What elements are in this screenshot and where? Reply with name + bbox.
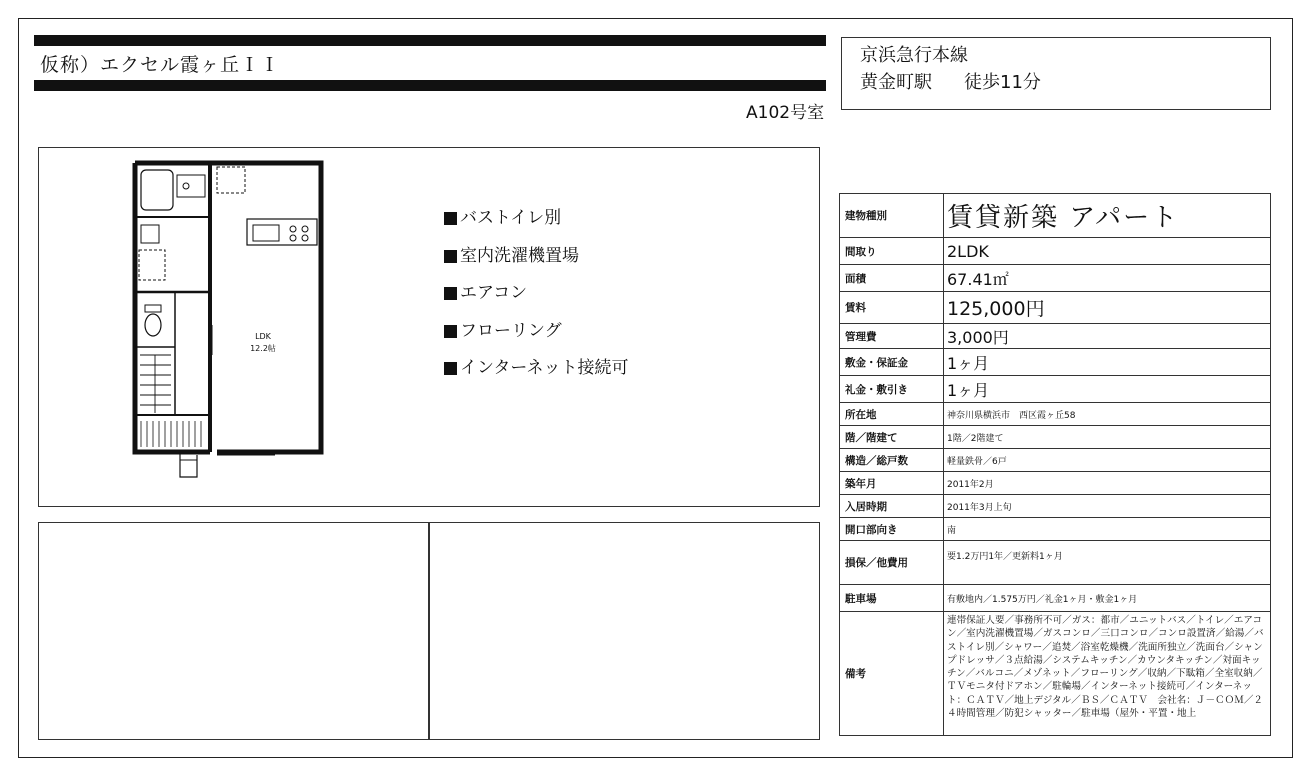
photo-box-left [38, 522, 430, 740]
spec-row: 損保／他費用 要1.2万円1年／更新料1ヶ月 [840, 541, 1271, 585]
spec-row: 間取り 2LDK [840, 238, 1271, 265]
spec-row: 面積 67.41㎡ [840, 265, 1271, 292]
ldk-label: LDK [255, 332, 271, 341]
spec-row: 所在地 神奈川県横浜市 西区霞ヶ丘58 [840, 403, 1271, 426]
spec-row: 駐車場 有敷地内／1.575万円／礼金1ヶ月・敷金1ヶ月 [840, 585, 1271, 612]
bullet-square-icon [444, 250, 457, 263]
property-title: 仮称）エクセル霞ヶ丘ＩＩ [40, 54, 281, 76]
ldk-size: 12.2帖 [250, 344, 276, 353]
spec-row: 開口部向き 南 [840, 518, 1271, 541]
bullet-square-icon [444, 362, 457, 375]
spec-row: 建物種別 賃貸新築 アパート [840, 194, 1271, 238]
features-list [444, 200, 628, 388]
spec-row: 構造／総戸数 軽量鉄骨／6戸 [840, 449, 1271, 472]
title-bar-top [34, 35, 826, 46]
station-line: 京浜急行本線 [860, 45, 968, 66]
feature-item: フローリング [444, 313, 628, 351]
station-access [860, 69, 1270, 96]
spec-row: 礼金・敷引き 1ヶ月 [840, 376, 1271, 403]
spec-table [839, 193, 1271, 736]
feature-item: インターネット接続可 [444, 350, 628, 388]
spec-row: 入居時期 2011年3月上旬 [840, 495, 1271, 518]
spec-row: 階／階建て 1階／2階建て [840, 426, 1271, 449]
spec-row: 築年月 2011年2月 [840, 472, 1271, 495]
feature-item: 室内洗濯機置場 [444, 238, 628, 276]
spec-row: 備考 連帯保証人要／事務所不可／ガス：都市／ユニットバス／トイレ／エアコン／室内洗濯機置場／ガスコンロ／三口コンロ／コンロ設置済／給湯／バストイレ別／シャワー／追焚／浴室乾燥機／洗面所独立／洗面台／シャンプドレッサ／３点給湯／システムキッチン／カウンタキッチン／対面キッチン／バルコニ／メゾネット／フローリング／収納／下駄箱／全室収納／ＴＶモニタ付ドアホン／駐輪場／インターネット接続可／インターネット：ＣＡＴＶ／地上デジタル／ＢＳ／ＣＡＴＶ 会社名：Ｊ－ＣＯＭ／２４時間管理／防犯シャッター／駐車場（屋外・平置・地上 [840, 612, 1271, 736]
bullet-square-icon [444, 212, 457, 225]
station-box [841, 37, 1271, 110]
floorplan-drawing [125, 155, 330, 485]
title-bar-bottom [34, 80, 826, 91]
station-name: 黄金町駅 [860, 72, 932, 93]
room-number: A102号室 [746, 103, 825, 123]
station-walk: 徒歩11分 [964, 72, 1041, 93]
bullet-square-icon [444, 287, 457, 300]
bullet-square-icon [444, 325, 457, 338]
spec-row: 賃料 125,000円 [840, 292, 1271, 324]
photo-box-right [428, 522, 820, 740]
spec-row: 敷金・保証金 1ヶ月 [840, 349, 1271, 376]
feature-item: エアコン [444, 275, 628, 313]
spec-row: 管理費 3,000円 [840, 324, 1271, 349]
feature-item: バストイレ別 [444, 200, 628, 238]
